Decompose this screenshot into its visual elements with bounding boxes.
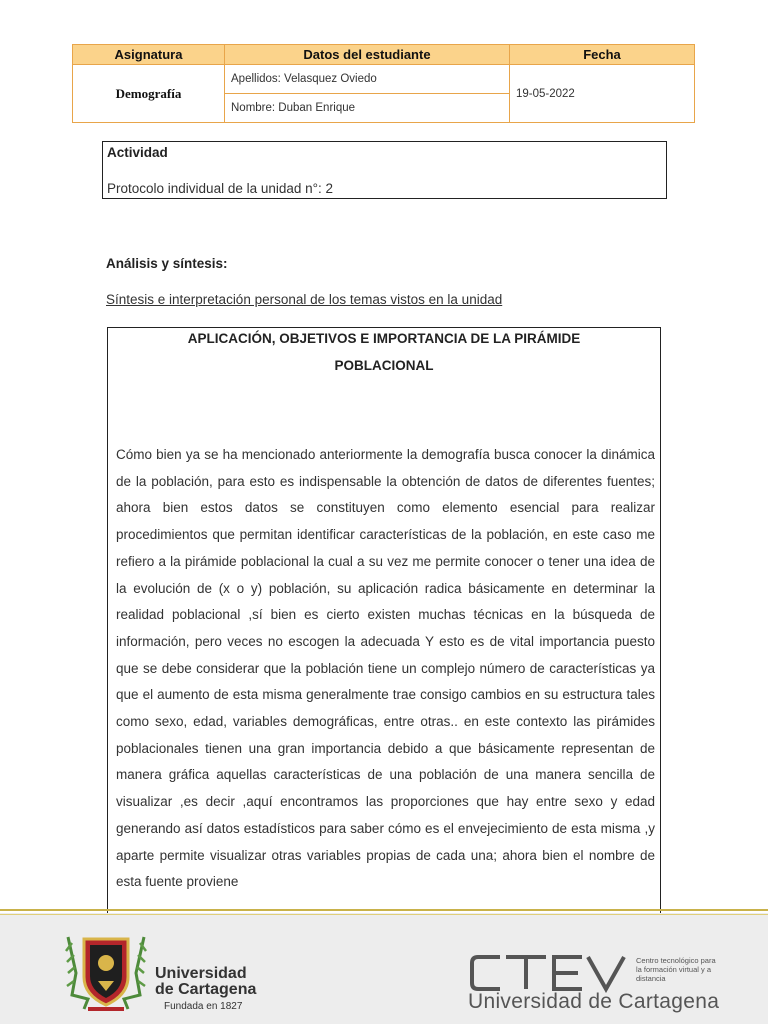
- content-heading: APLICACIÓN, OBJETIVOS E IMPORTANCIA DE LA PIRÁMIDE POBLACIONAL: [187, 331, 581, 373]
- university-crest-logo: [62, 929, 150, 1013]
- activity-value: Protocolo individual de la unidad n°: 2: [107, 181, 334, 196]
- header-date: Fecha: [510, 45, 695, 65]
- ctev-university-name: Universidad de Cartagena: [468, 990, 720, 1013]
- ctev-logo: [470, 953, 628, 993]
- content-paragraph: Cómo bien ya se ha mencionado anteriormente la demografía busca conocer la dinámica de la población, para esto es indispensable la obtención de datos de diferentes fuentes; ahora bien estos datos se constituyen como elemento esencial para realizar procedimientos que permitan identificar características de la población, en este caso me refiero a la pirámide poblacional la cual a su vez me permite conocer o tener una idea de la evolución de (x o y) población, su aplicación radica básicamente en determinar la realidad poblacional ,sí bien es cierto existen muchas técnicas en la búsqueda de información, pero veces no escogen la adecuada Y esto es de vital importancia puesto que se debe considerar que la población tiene un complejo número de características ya que el aumento de esta misma generalmente trae consigo cambios en su estructura tales como sexo, edad, variables demográficas, entre otras.. en este contexto las pirámides poblacionales tienen una gran importancia debido a que básicamente representan de manera gráfica aquellas características de una población de una manera sencilla de visualizar ,es decir ,aquí encontramos las proporciones que hay entre sexo y edad generando así datos estadísticos para saber cómo es el envejecimiento de esta misma ,y aparte permite visualizar otras variables propias de cada una; ahora bien el nombre de esta fuente proviene: [116, 447, 655, 890]
- activity-label: Actividad: [107, 145, 168, 160]
- header-student-data: Datos del estudiante: [225, 45, 510, 65]
- university-name-line1: Universidad: [155, 965, 247, 982]
- section-subtitle: Síntesis e interpretación personal de los temas vistos en la unidad: [106, 292, 503, 307]
- header-subject: Asignatura: [73, 45, 225, 65]
- university-founded: Fundada en 1827: [164, 1001, 243, 1012]
- student-surnames: Apellidos: Velasquez Oviedo: [225, 65, 510, 94]
- section-title: Análisis y síntesis:: [106, 256, 228, 271]
- activity-box: [102, 141, 667, 199]
- footer-divider: [0, 909, 768, 911]
- header-table: [72, 44, 695, 123]
- date-value: 19-05-2022: [510, 65, 695, 123]
- student-name: Nombre: Duban Enrique: [225, 94, 510, 123]
- ctev-tagline: Centro tecnológico para la formación virtual y a distancia: [636, 956, 716, 983]
- footer-divider-thin: [0, 914, 768, 915]
- university-name-line2: de Cartagena: [155, 981, 257, 998]
- content-box: [107, 327, 661, 921]
- subject-value: Demografía: [73, 65, 225, 123]
